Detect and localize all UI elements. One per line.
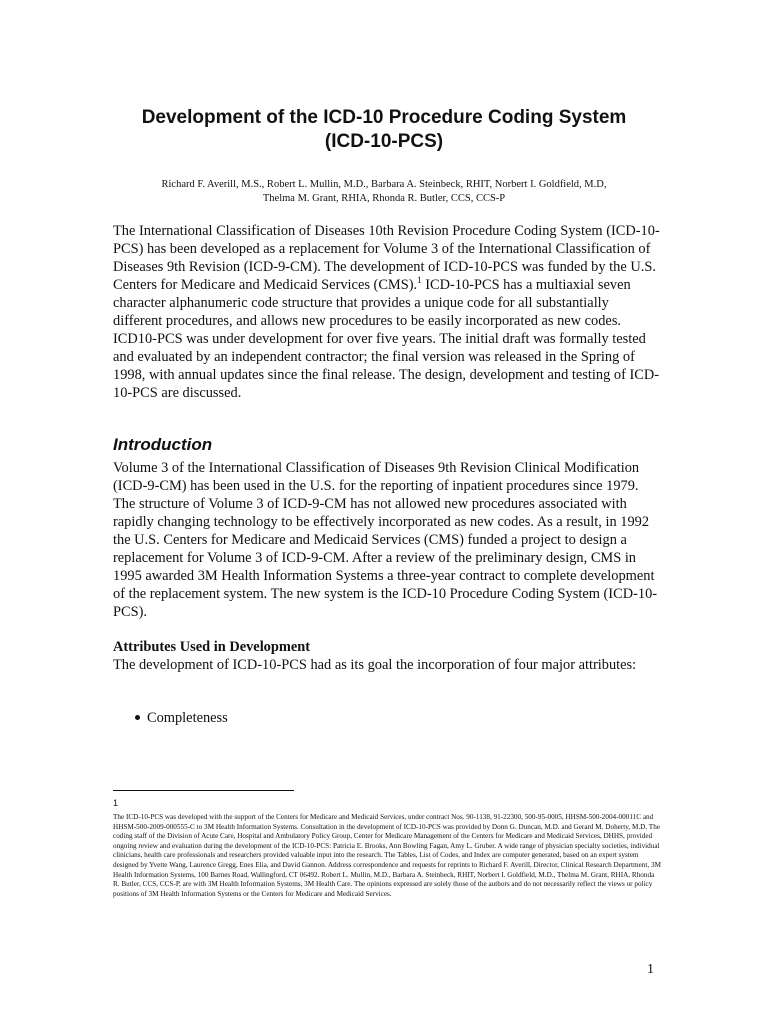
title-line-1: Development of the ICD-10 Procedure Coding System bbox=[141, 107, 627, 128]
page-number: 1 bbox=[647, 962, 654, 977]
title-line-2: (ICD-10-PCS) bbox=[324, 131, 444, 152]
abstract-paragraph bbox=[113, 222, 661, 402]
abstract-text-2: ICD-10-PCS has a multiaxial seven character alphanumeric code structure that provides a unique code for all substantially different procedures, and allows new procedures to be easily incorporated as new codes. ICD10-PCS was under development for over five years. The initial draft was formally tested and evaluated by an independent contractor; the final version was released in the Spring of 1998, with annual updates since the final release. The design, development and testing of ICD-10-PCS are discussed. bbox=[113, 277, 660, 401]
list-item bbox=[113, 709, 228, 727]
footnote-number: 1 bbox=[113, 798, 119, 808]
introduction-heading: Introduction bbox=[113, 435, 213, 454]
bullet-icon bbox=[135, 715, 140, 720]
introduction-section bbox=[113, 459, 661, 621]
introduction-paragraph: Volume 3 of the International Classification of Diseases 9th Revision Clinical Modification (ICD-9-CM) has been used in the U.S. for the reporting of inpatient procedures since 1979. The structure of Volume 3 of ICD-9-CM has not allowed new procedures associated with rapidly changing technology to be effectively incorporated as new codes. As a result, in 1992 the U.S. Centers for Medicare and Medicaid Services (CMS) funded a project to design a replacement for Volume 3 of ICD-9-CM. After a review of the preliminary design, CMS in 1995 awarded 3M Health Information Systems a three-year contract to complete development of the replacement system. The new system is the ICD-10 Procedure Coding System (ICD-10-PCS). bbox=[113, 460, 658, 620]
footnote-divider bbox=[113, 790, 294, 791]
footnote-reference: 1 bbox=[417, 275, 422, 286]
attributes-heading: Attributes Used in Development bbox=[113, 639, 311, 655]
attributes-list bbox=[113, 709, 228, 727]
list-item-text: Completeness bbox=[147, 710, 228, 726]
footnote-text: The ICD-10-PCS was developed with the support of the Centers for Medicare and Medicaid Services, under contract Nos. 90-1138, 91-22300, 500-95-0005, HHSM-500-2004-00011C and HHSM-500-2009-000555-C to 3M Health Information Systems. Consultation in the development of ICD-10-PCS was provided by Donn G. Duncan, M.D. and Gerard M. Doherty, M.D. The coding staff of the Division of Acute Care, Hospital and Ambulatory Policy Group, Center for Medicare Management of the Centers for Medicare and Medicaid Services, DHHS, provided ongoing review and evaluation during the development of the ICD-10-PCS: Patricia E. Brooks, Ann Bowling Fagan, Amy L. Gruber. A wide range of physician specialty societies, individual clinicians, health care professionals and researchers provided valuable input into the research. The Tables, List of Codes, and Index are computer generated, based on an expert system designed by Yvette Wang, Laurence Gregg, Enes Elia, and David Gannon. Address correspondence and requests for reprints to Richard F. Averill, Director, Clinical Research Department, 3M Health Information Systems, 100 Barnes Road, Wallingford, CT 06492. Robert L. Mullin, M.D., Barbara A. Steinbeck, RHIT, Norbert I. Goldfield, M.D., Thelma M. Grant, RHIA, Rhonda R. Butler, CCS, CCS-P, are with 3M Health Information Systems, 3M Health Care. The opinions expressed are solely those of the authors and do not necessarily reflect the views or policy positions of 3M Health Information Systems or the Centers for Medicare and Medicaid Services. bbox=[113, 813, 661, 898]
document-title bbox=[90, 106, 678, 154]
abstract-text-1: The International Classification of Diseases 10th Revision Procedure Coding System (ICD-10-PCS) has been developed as a replacement for Volume 3 of the International Classification of Diseases 9th Revision (ICD-9-CM). The development of ICD-10-PCS was funded by the U.S. Centers for Medicare and Medicaid Services (CMS). bbox=[113, 223, 660, 293]
attributes-paragraph: The development of ICD-10-PCS had as its goal the incorporation of four major attributes: bbox=[113, 657, 637, 673]
authors-line-2: Thelma M. Grant, RHIA, Rhonda R. Butler, CCS, CCS-P bbox=[262, 193, 506, 204]
authors-line-1: Richard F. Averill, M.S., Robert L. Mullin, M.D., Barbara A. Steinbeck, RHIT, Norbert I. Goldfield, M.D, bbox=[161, 179, 607, 190]
author-list bbox=[100, 178, 668, 206]
abstract bbox=[113, 222, 661, 402]
